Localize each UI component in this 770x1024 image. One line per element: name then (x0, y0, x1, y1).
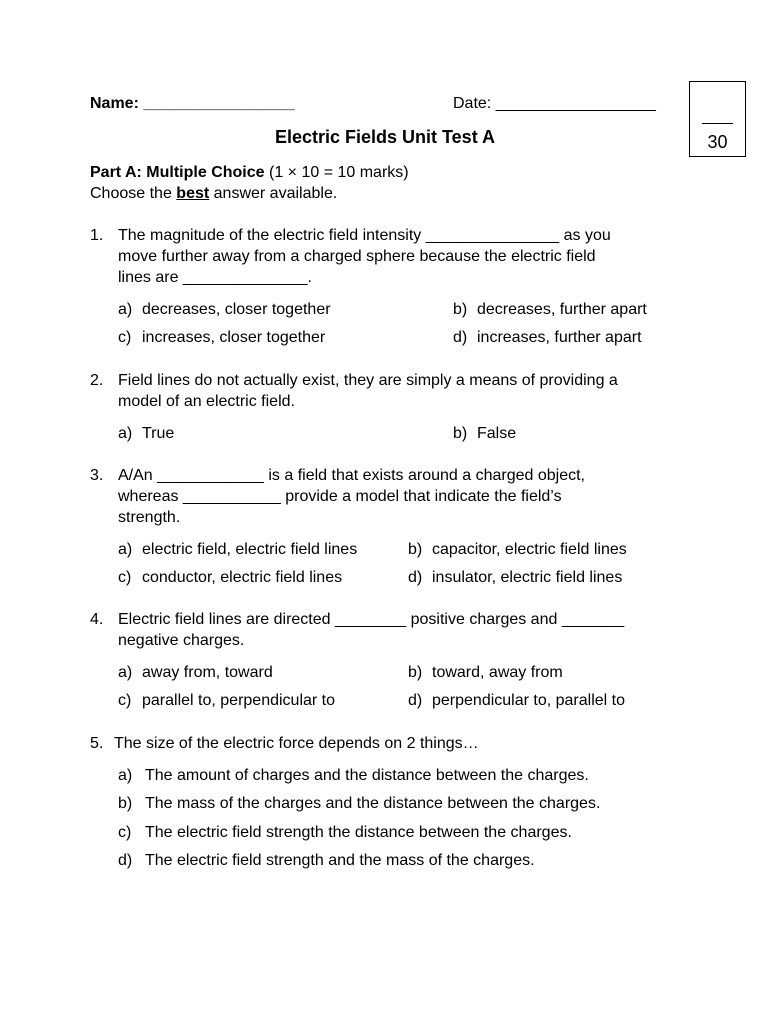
date-label: Date: (453, 95, 492, 112)
option-c[interactable] (118, 567, 342, 588)
option-text: electric field, electric field lines (142, 541, 358, 558)
option-b[interactable] (118, 793, 600, 814)
question-text: Field lines do not actually exist, they are simply a means of providing a (118, 372, 618, 389)
option-letter: d) (118, 852, 133, 869)
option-text: The mass of the charges and the distance between the charges. (145, 795, 601, 812)
option-text: parallel to, perpendicular to (142, 692, 336, 709)
option-letter: c) (118, 329, 132, 346)
option-letter: c) (118, 569, 132, 586)
instruction-before: Choose the (90, 185, 172, 202)
question-text: Electric field lines are directed ________ positive charges and _______ (118, 611, 625, 628)
option-a[interactable] (118, 299, 331, 320)
option-b[interactable] (408, 539, 627, 560)
option-a[interactable] (118, 662, 273, 683)
option-c[interactable] (118, 690, 335, 711)
option-a[interactable] (118, 765, 589, 786)
question-text: move further away from a charged sphere because the electric field (118, 248, 596, 265)
option-b[interactable] (453, 299, 647, 320)
option-letter: a) (118, 664, 133, 681)
option-a[interactable] (118, 539, 357, 560)
question-text: lines are ______________. (118, 269, 312, 286)
option-text: increases, closer together (142, 329, 326, 346)
option-letter: b) (408, 541, 423, 558)
option-text: perpendicular to, parallel to (432, 692, 626, 709)
option-letter: b) (118, 795, 133, 812)
option-text: False (477, 425, 517, 442)
option-text: increases, further apart (477, 329, 642, 346)
option-letter: a) (118, 425, 133, 442)
option-letter: d) (408, 692, 423, 709)
question-text: The magnitude of the electric field intensity _______________ as you (118, 227, 611, 244)
name-blank[interactable]: _________________ (143, 95, 295, 112)
option-letter: d) (408, 569, 423, 586)
name-field[interactable] (90, 93, 295, 114)
part-a-heading (90, 162, 409, 183)
option-d[interactable] (118, 850, 535, 871)
date-blank[interactable]: __________________ (495, 95, 656, 112)
page-title: Electric Fields Unit Test A (274, 127, 496, 147)
question-number: 4. (90, 611, 104, 628)
option-letter: a) (118, 767, 133, 784)
option-letter: b) (408, 664, 423, 681)
option-letter: b) (453, 301, 468, 318)
question-text: negative charges. (118, 632, 245, 649)
option-text: decreases, further apart (477, 301, 647, 318)
option-letter: a) (118, 541, 133, 558)
part-a-title: Part A: Multiple Choice (90, 164, 265, 181)
option-c[interactable] (118, 327, 325, 348)
question-text: The size of the electric force depends on 2 things… (114, 735, 479, 752)
option-text: insulator, electric field lines (432, 569, 623, 586)
option-a[interactable] (118, 423, 174, 444)
option-letter: c) (118, 692, 132, 709)
option-text: True (142, 425, 175, 442)
option-text: decreases, closer together (142, 301, 331, 318)
question-number: 1. (90, 227, 104, 244)
question-text: A/An ____________ is a field that exists around a charged object, (118, 467, 585, 484)
option-letter: a) (118, 301, 133, 318)
option-text: away from, toward (142, 664, 273, 681)
option-letter: b) (453, 425, 468, 442)
option-b[interactable] (408, 662, 563, 683)
option-text: The amount of charges and the distance between the charges. (145, 767, 589, 784)
option-text: conductor, electric field lines (142, 569, 343, 586)
score-total: 30 (707, 132, 728, 152)
question-text: model of an electric field. (118, 393, 295, 410)
instruction-after: answer available. (213, 185, 338, 202)
option-d[interactable] (453, 327, 642, 348)
question-text: strength. (118, 509, 181, 526)
option-letter: d) (453, 329, 468, 346)
option-d[interactable] (408, 567, 622, 588)
question-number: 5. (90, 735, 104, 752)
option-b[interactable] (453, 423, 516, 444)
option-text: capacitor, electric field lines (432, 541, 627, 558)
instruction-emphasis: best (176, 185, 210, 202)
name-label: Name: (90, 95, 139, 112)
date-field[interactable] (453, 93, 656, 114)
part-a-marks: (1 × 10 = 10 marks) (268, 164, 409, 181)
part-a-instruction (90, 183, 337, 204)
question-text: whereas ___________ provide a model that indicate the field’s (118, 488, 562, 505)
option-c[interactable] (118, 822, 572, 843)
option-text: The electric field strength the distance between the charges. (145, 824, 572, 841)
score-line (702, 123, 733, 124)
question-number: 3. (90, 467, 104, 484)
option-text: The electric field strength and the mass of the charges. (145, 852, 535, 869)
option-text: toward, away from (432, 664, 563, 681)
option-d[interactable] (408, 690, 625, 711)
question-number: 2. (90, 372, 104, 389)
option-letter: c) (118, 824, 132, 841)
